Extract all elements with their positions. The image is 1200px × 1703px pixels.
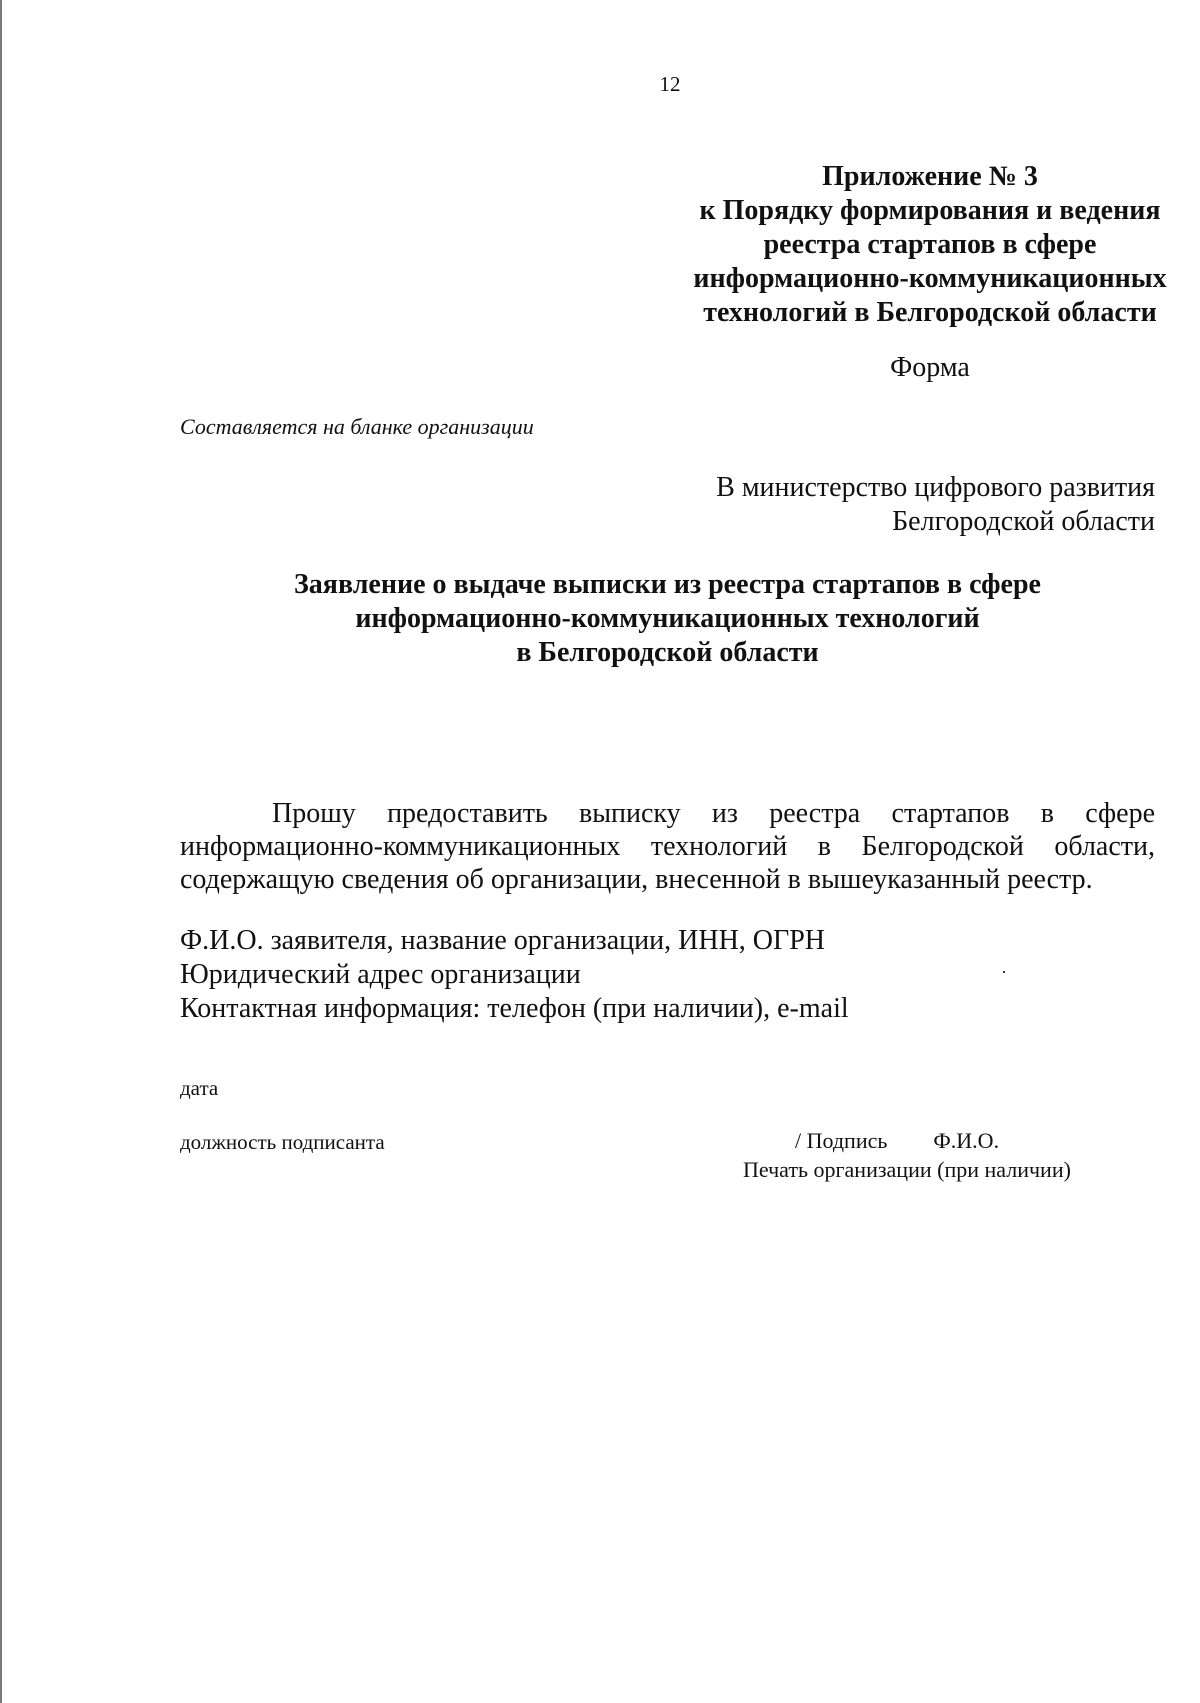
addressee-line: Белгородской области — [892, 506, 1155, 537]
addressee-line: В министерство цифрового развития — [716, 472, 1155, 503]
title-line: информационно-коммуникационных технологий — [355, 603, 980, 634]
contact-info-line: Контактная информация: телефон (при наличии), e-mail — [180, 993, 849, 1024]
appendix-line: технологий в Белгородской области — [703, 297, 1157, 328]
appendix-line: реестра стартапов в сфере — [763, 229, 1097, 260]
legal-address-line: Юридический адрес организации — [180, 959, 581, 990]
paragraph-line: содержащую сведения об организации, внесенной в вышеуказанный реестр. — [180, 864, 1093, 895]
stamp-note: Печать организации (при наличии) — [743, 1157, 1071, 1182]
form-label: Форма — [890, 352, 970, 383]
addressee-block — [716, 471, 1155, 539]
title-line: в Белгородской области — [516, 637, 819, 668]
applicant-info-block — [180, 924, 849, 1026]
document-title — [180, 568, 1155, 670]
appendix-line: Приложение № 3 — [822, 161, 1038, 192]
appendix-heading — [680, 160, 1180, 330]
paragraph-line: информационно-коммуникационных технологий в Белгородской области, — [180, 831, 1155, 862]
appendix-line: информационно-коммуникационных — [693, 263, 1167, 294]
scan-speck — [1003, 971, 1005, 973]
signer-position-label: должность подписанта — [180, 1130, 385, 1154]
date-label: дата — [180, 1076, 219, 1100]
letterhead-note: Составляется на бланке организации — [180, 414, 534, 439]
appendix-line: к Порядку формирования и ведения — [699, 195, 1161, 226]
title-line: Заявление о выдаче выписки из реестра стартапов в сфере — [294, 569, 1041, 600]
fio-label: Ф.И.О. — [933, 1128, 1000, 1153]
paragraph-line: Прошу предоставить выписку из реестра стартапов в сфере — [272, 798, 1155, 829]
signature-label: / Подпись — [795, 1128, 888, 1153]
scan-edge-line — [0, 0, 2, 1703]
page-number: 12 — [659, 72, 681, 96]
applicant-name-line: Ф.И.О. заявителя, название организации, ИНН, ОГРН — [180, 925, 825, 956]
signature-line — [795, 1128, 999, 1154]
request-paragraph — [180, 797, 1155, 896]
